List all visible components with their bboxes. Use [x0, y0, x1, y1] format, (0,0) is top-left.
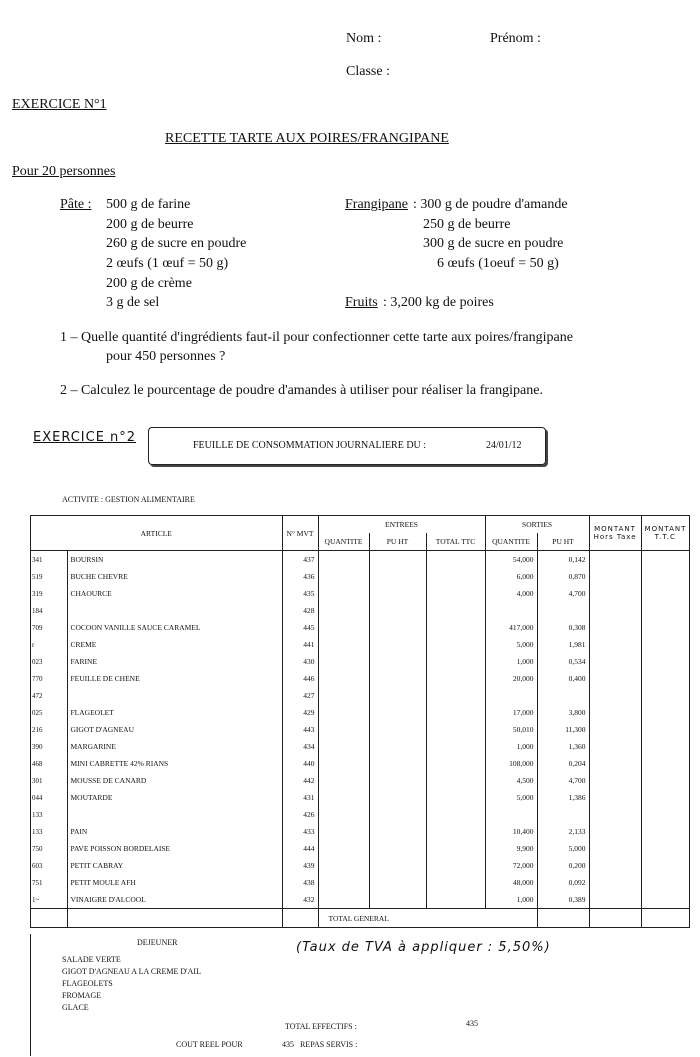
recipe-title: RECETTE TARTE AUX POIRES/FRANGIPANE [165, 131, 449, 146]
row-article [67, 806, 282, 823]
row-article: PETIT CABRAY [67, 857, 282, 874]
row-code: 341 [32, 555, 43, 564]
row-sortie-qte: 1,000 [485, 891, 537, 909]
row-code: 472 [32, 691, 43, 700]
table-row [31, 687, 689, 704]
pate-item: 260 g de sucre en poudre [106, 236, 247, 251]
frangipane-item: 300 g de sucre en poudre [423, 236, 564, 251]
row-article: PETIT MOULE AFH [67, 874, 282, 891]
classe-label: Classe : [346, 64, 390, 79]
row-sortie-pu: 2,133 [537, 823, 589, 840]
row-entree-qte [318, 806, 369, 823]
row-code: 319 [32, 589, 43, 598]
row-total-ttc [426, 789, 485, 806]
portion-label: Pour 20 personnes [12, 164, 116, 179]
row-code: 519 [32, 572, 43, 581]
row-montant-ht [589, 568, 641, 585]
row-entree-qte [318, 789, 369, 806]
row-mvt: 444 [282, 840, 318, 857]
row-mvt: 436 [282, 568, 318, 585]
row-montant-ht [589, 602, 641, 619]
row-sortie-qte [485, 806, 537, 823]
row-total-ttc [426, 568, 485, 585]
row-montant-ttc [641, 704, 689, 721]
fruits-label: Fruits [345, 295, 378, 310]
cout-reel-label: COUT REEL POUR [176, 1040, 243, 1049]
row-code: 603 [32, 861, 43, 870]
row-sortie-pu: 0,389 [537, 891, 589, 909]
table-row [31, 891, 689, 909]
row-sortie-qte: 50,010 [485, 721, 537, 738]
row-code: 750 [32, 844, 43, 853]
row-montant-ttc [641, 721, 689, 738]
row-entree-pu [369, 840, 426, 857]
row-sortie-qte: 1,000 [485, 653, 537, 670]
col-article: ARTICLE [31, 516, 282, 551]
row-sortie-qte: 108,000 [485, 755, 537, 772]
row-entree-qte [318, 891, 369, 909]
row-mvt: 430 [282, 653, 318, 670]
pate-label: Pâte : [60, 197, 92, 212]
row-montant-ttc [641, 823, 689, 840]
row-total-ttc [426, 704, 485, 721]
dejeuner-title: DEJEUNER [137, 938, 178, 947]
row-sortie-qte [485, 602, 537, 619]
row-sortie-pu: 0,534 [537, 653, 589, 670]
col-mvt: N° MVT [282, 516, 318, 551]
row-article: MINI CABRETTE 42% RIANS [67, 755, 282, 772]
row-montant-ttc [641, 806, 689, 823]
row-sortie-qte: 9,900 [485, 840, 537, 857]
consumption-table [30, 515, 690, 928]
row-sortie-pu: 0,204 [537, 755, 589, 772]
frangipane-item: 250 g de beurre [423, 217, 511, 232]
pate-item: 2 œufs (1 œuf = 50 g) [106, 256, 229, 271]
row-entree-qte [318, 585, 369, 602]
row-code: 184 [32, 606, 43, 615]
row-sortie-qte: 72,000 [485, 857, 537, 874]
row-mvt: 427 [282, 687, 318, 704]
row-article: BUCHE CHEVRE [67, 568, 282, 585]
row-code: 044 [32, 793, 43, 802]
pate-item: 500 g de farine [106, 197, 191, 212]
prenom-label: Prénom : [490, 31, 541, 46]
row-code: 390 [32, 742, 43, 751]
row-montant-ht [589, 772, 641, 789]
row-total-ttc [426, 687, 485, 704]
row-total-ttc [426, 653, 485, 670]
total-general-label: TOTAL GENERAL [318, 909, 485, 928]
row-entree-pu [369, 755, 426, 772]
col-total-ttc: TOTAL TTC [426, 533, 485, 551]
row-total-ttc [426, 670, 485, 687]
row-total-ttc [426, 891, 485, 909]
col-sorties: SORTIES [485, 516, 589, 533]
row-montant-ttc [641, 772, 689, 789]
row-code: 751 [32, 878, 43, 887]
row-montant-ht [589, 857, 641, 874]
row-mvt: 441 [282, 636, 318, 653]
row-total-ttc [426, 721, 485, 738]
row-mvt: 428 [282, 602, 318, 619]
sheet-title: FEUILLE DE CONSOMMATION JOURNALIERE DU : [193, 440, 427, 451]
activity-label: ACTIVITE : GESTION ALIMENTAIRE [62, 495, 195, 504]
row-sortie-pu: 5,000 [537, 840, 589, 857]
row-total-ttc [426, 551, 485, 569]
row-article: PAVE POISSON BORDELAISE [67, 840, 282, 857]
total-effectifs-value: 435 [466, 1019, 478, 1028]
row-sortie-qte: 54,000 [485, 551, 537, 569]
row-entree-qte [318, 619, 369, 636]
row-entree-pu [369, 619, 426, 636]
row-code: 023 [32, 657, 43, 666]
table-row [31, 738, 689, 755]
row-montant-ht [589, 551, 641, 569]
row-mvt: 446 [282, 670, 318, 687]
row-entree-pu [369, 653, 426, 670]
frangipane-item: 6 œufs (1oeuf = 50 g) [437, 256, 559, 271]
row-mvt: 434 [282, 738, 318, 755]
row-entree-pu [369, 874, 426, 891]
row-entree-pu [369, 704, 426, 721]
row-montant-ht [589, 585, 641, 602]
menu-item: GLACE [62, 1003, 89, 1012]
fruits-value: : 3,200 kg de poires [383, 295, 494, 310]
row-montant-ttc [641, 857, 689, 874]
row-mvt: 438 [282, 874, 318, 891]
row-montant-ttc [641, 568, 689, 585]
row-entree-pu [369, 687, 426, 704]
table-row [31, 789, 689, 806]
row-article: CREME [67, 636, 282, 653]
row-montant-ttc [641, 653, 689, 670]
row-sortie-qte: 4,500 [485, 772, 537, 789]
row-sortie-pu: 1,360 [537, 738, 589, 755]
row-entree-pu [369, 585, 426, 602]
row-code: 301 [32, 776, 43, 785]
row-montant-ht [589, 789, 641, 806]
col-entree-quantite: QUANTITE [318, 533, 369, 551]
row-montant-ttc [641, 891, 689, 909]
row-mvt: 426 [282, 806, 318, 823]
table-row [31, 806, 689, 823]
row-sortie-pu: 0,200 [537, 857, 589, 874]
row-article: CHAOURCE [67, 585, 282, 602]
row-total-ttc [426, 874, 485, 891]
row-montant-ht [589, 755, 641, 772]
repas-value: 435 [282, 1040, 294, 1049]
table-row [31, 857, 689, 874]
row-entree-pu [369, 823, 426, 840]
row-montant-ht [589, 840, 641, 857]
row-total-ttc [426, 772, 485, 789]
row-sortie-pu: 0,092 [537, 874, 589, 891]
row-mvt: 432 [282, 891, 318, 909]
row-montant-ht [589, 738, 641, 755]
row-mvt: 437 [282, 551, 318, 569]
row-code: 133 [32, 827, 43, 836]
table-row [31, 619, 689, 636]
tva-note: (Taux de TVA à appliquer : 5,50%) [296, 940, 551, 955]
row-sortie-pu: 1,386 [537, 789, 589, 806]
row-montant-ttc [641, 551, 689, 569]
row-total-ttc [426, 738, 485, 755]
row-mvt: 439 [282, 857, 318, 874]
row-sortie-qte: 20,000 [485, 670, 537, 687]
menu-item: GIGOT D'AGNEAU A LA CREME D'AIL [62, 967, 201, 976]
row-entree-pu [369, 670, 426, 687]
row-montant-ht [589, 653, 641, 670]
row-article: MOUTARDE [67, 789, 282, 806]
row-sortie-qte: 6,000 [485, 568, 537, 585]
sheet-date: 24/01/12 [486, 440, 522, 451]
row-sortie-pu: 0,142 [537, 551, 589, 569]
row-sortie-pu: 4,700 [537, 585, 589, 602]
row-total-ttc [426, 823, 485, 840]
row-entree-pu [369, 738, 426, 755]
pate-item: 200 g de crème [106, 276, 192, 291]
row-entree-qte [318, 670, 369, 687]
row-montant-ht [589, 874, 641, 891]
exercise2-title: EXERCICE n°2 [33, 430, 137, 445]
row-montant-ttc [641, 619, 689, 636]
row-montant-ttc [641, 840, 689, 857]
row-code: 216 [32, 725, 43, 734]
row-montant-ht [589, 687, 641, 704]
row-montant-ttc [641, 585, 689, 602]
pate-item: 3 g de sel [106, 295, 160, 310]
row-total-ttc [426, 840, 485, 857]
row-entree-qte [318, 704, 369, 721]
row-total-ttc [426, 602, 485, 619]
row-code: r [32, 640, 35, 649]
row-entree-pu [369, 891, 426, 909]
row-montant-ttc [641, 636, 689, 653]
row-montant-ht [589, 704, 641, 721]
row-sortie-pu [537, 806, 589, 823]
row-entree-qte [318, 568, 369, 585]
row-montant-ttc [641, 874, 689, 891]
question-1: 1 – Quelle quantité d'ingrédients faut-il pour confectionner cette tarte aux poires/frangipane [60, 330, 573, 345]
row-mvt: 442 [282, 772, 318, 789]
row-montant-ttc [641, 670, 689, 687]
row-entree-qte [318, 772, 369, 789]
repas-servis-label: REPAS SERVIS : [300, 1040, 358, 1049]
row-code: 770 [32, 674, 43, 683]
row-montant-ht [589, 721, 641, 738]
table-row [31, 755, 689, 772]
menu-item: FROMAGE [62, 991, 102, 1000]
table-row [31, 602, 689, 619]
table-row [31, 670, 689, 687]
row-entree-qte [318, 738, 369, 755]
pate-item: 200 g de beurre [106, 217, 194, 232]
row-entree-pu [369, 636, 426, 653]
row-article [67, 602, 282, 619]
row-article: PAIN [67, 823, 282, 840]
table-row [31, 823, 689, 840]
row-sortie-qte: 1,000 [485, 738, 537, 755]
row-entree-qte [318, 840, 369, 857]
row-sortie-pu: 0,308 [537, 619, 589, 636]
col-entree-pu: PU HT [369, 533, 426, 551]
row-total-ttc [426, 755, 485, 772]
row-entree-pu [369, 568, 426, 585]
table-row [31, 772, 689, 789]
col-sortie-pu: PU HT [537, 533, 589, 551]
question-1-cont: pour 450 personnes ? [106, 349, 226, 364]
table-row [31, 585, 689, 602]
row-article: GIGOT D'AGNEAU [67, 721, 282, 738]
frangipane-item: : 300 g de poudre d'amande [413, 197, 568, 212]
row-sortie-qte: 5,000 [485, 789, 537, 806]
menu-item: SALADE VERTE [62, 955, 121, 964]
menu-item: FLAGEOLETS [62, 979, 113, 988]
row-montant-ttc [641, 687, 689, 704]
row-sortie-qte: 5,000 [485, 636, 537, 653]
row-entree-qte [318, 653, 369, 670]
row-sortie-qte: 17,000 [485, 704, 537, 721]
row-article: COCOON VANILLE SAUCE CARAMEL [67, 619, 282, 636]
row-sortie-pu: 1,981 [537, 636, 589, 653]
row-sortie-pu: 3,800 [537, 704, 589, 721]
row-entree-qte [318, 874, 369, 891]
row-article: BOURSIN [67, 551, 282, 569]
row-sortie-qte: 417,000 [485, 619, 537, 636]
row-mvt: 429 [282, 704, 318, 721]
row-mvt: 433 [282, 823, 318, 840]
row-entree-pu [369, 602, 426, 619]
row-montant-ht [589, 619, 641, 636]
row-sortie-pu: 4,700 [537, 772, 589, 789]
table-row [31, 840, 689, 857]
row-montant-ttc [641, 738, 689, 755]
row-article: FEUILLE DE CHENE [67, 670, 282, 687]
row-article: FARINE [67, 653, 282, 670]
table-row [31, 653, 689, 670]
row-mvt: 440 [282, 755, 318, 772]
row-code: 468 [32, 759, 43, 768]
exercise1-title: EXERCICE N°1 [12, 97, 107, 112]
row-article: VINAIGRE D'ALCOOL [67, 891, 282, 909]
row-sortie-qte: 4,000 [485, 585, 537, 602]
row-article: MOUSSE DE CANARD [67, 772, 282, 789]
row-code: 133 [32, 810, 43, 819]
row-article: FLAGEOLET [67, 704, 282, 721]
row-montant-ht [589, 636, 641, 653]
row-entree-pu [369, 806, 426, 823]
row-sortie-qte: 48,000 [485, 874, 537, 891]
row-entree-pu [369, 721, 426, 738]
row-entree-pu [369, 857, 426, 874]
row-entree-pu [369, 551, 426, 569]
table-row [31, 704, 689, 721]
row-mvt: 443 [282, 721, 318, 738]
table-row [31, 874, 689, 891]
row-sortie-qte: 10,400 [485, 823, 537, 840]
row-mvt: 435 [282, 585, 318, 602]
row-sortie-pu: 0,400 [537, 670, 589, 687]
row-code: 1~ [32, 895, 40, 904]
nom-label: Nom : [346, 31, 382, 46]
row-code: 709 [32, 623, 43, 632]
row-total-ttc [426, 636, 485, 653]
row-entree-pu [369, 772, 426, 789]
row-sortie-pu [537, 687, 589, 704]
row-entree-pu [369, 789, 426, 806]
frangipane-label: Frangipane [345, 197, 408, 212]
table-row [31, 721, 689, 738]
row-montant-ttc [641, 755, 689, 772]
row-total-ttc [426, 585, 485, 602]
col-montant-ttc: MONTANT T.T.C [641, 516, 689, 551]
row-entree-qte [318, 551, 369, 569]
row-montant-ht [589, 806, 641, 823]
row-code: 025 [32, 708, 43, 717]
row-entree-qte [318, 687, 369, 704]
question-2: 2 – Calculez le pourcentage de poudre d'amandes à utiliser pour réaliser la frangipane. [60, 383, 543, 398]
row-sortie-qte [485, 687, 537, 704]
sheet-title-box [148, 427, 546, 465]
row-entree-qte [318, 857, 369, 874]
row-montant-ht [589, 670, 641, 687]
table-row [31, 551, 689, 569]
row-total-ttc [426, 857, 485, 874]
row-article: MARGARINE [67, 738, 282, 755]
row-entree-qte [318, 755, 369, 772]
row-total-ttc [426, 619, 485, 636]
col-sortie-quantite: QUANTITE [485, 533, 537, 551]
row-entree-qte [318, 636, 369, 653]
row-article [67, 687, 282, 704]
row-mvt: 431 [282, 789, 318, 806]
row-total-ttc [426, 806, 485, 823]
row-mvt: 445 [282, 619, 318, 636]
table-row [31, 636, 689, 653]
row-sortie-pu: 0,870 [537, 568, 589, 585]
row-entree-qte [318, 721, 369, 738]
row-entree-qte [318, 823, 369, 840]
row-montant-ttc [641, 789, 689, 806]
row-montant-ht [589, 891, 641, 909]
table-row [31, 568, 689, 585]
row-sortie-pu: 11,300 [537, 721, 589, 738]
col-entrees: ENTREES [318, 516, 485, 533]
col-montant-ht: MONTANT Hors Taxe [589, 516, 641, 551]
row-montant-ht [589, 823, 641, 840]
row-sortie-pu [537, 602, 589, 619]
total-effectifs-label: TOTAL EFFECTIFS : [285, 1022, 357, 1031]
row-montant-ttc [641, 602, 689, 619]
row-entree-qte [318, 602, 369, 619]
